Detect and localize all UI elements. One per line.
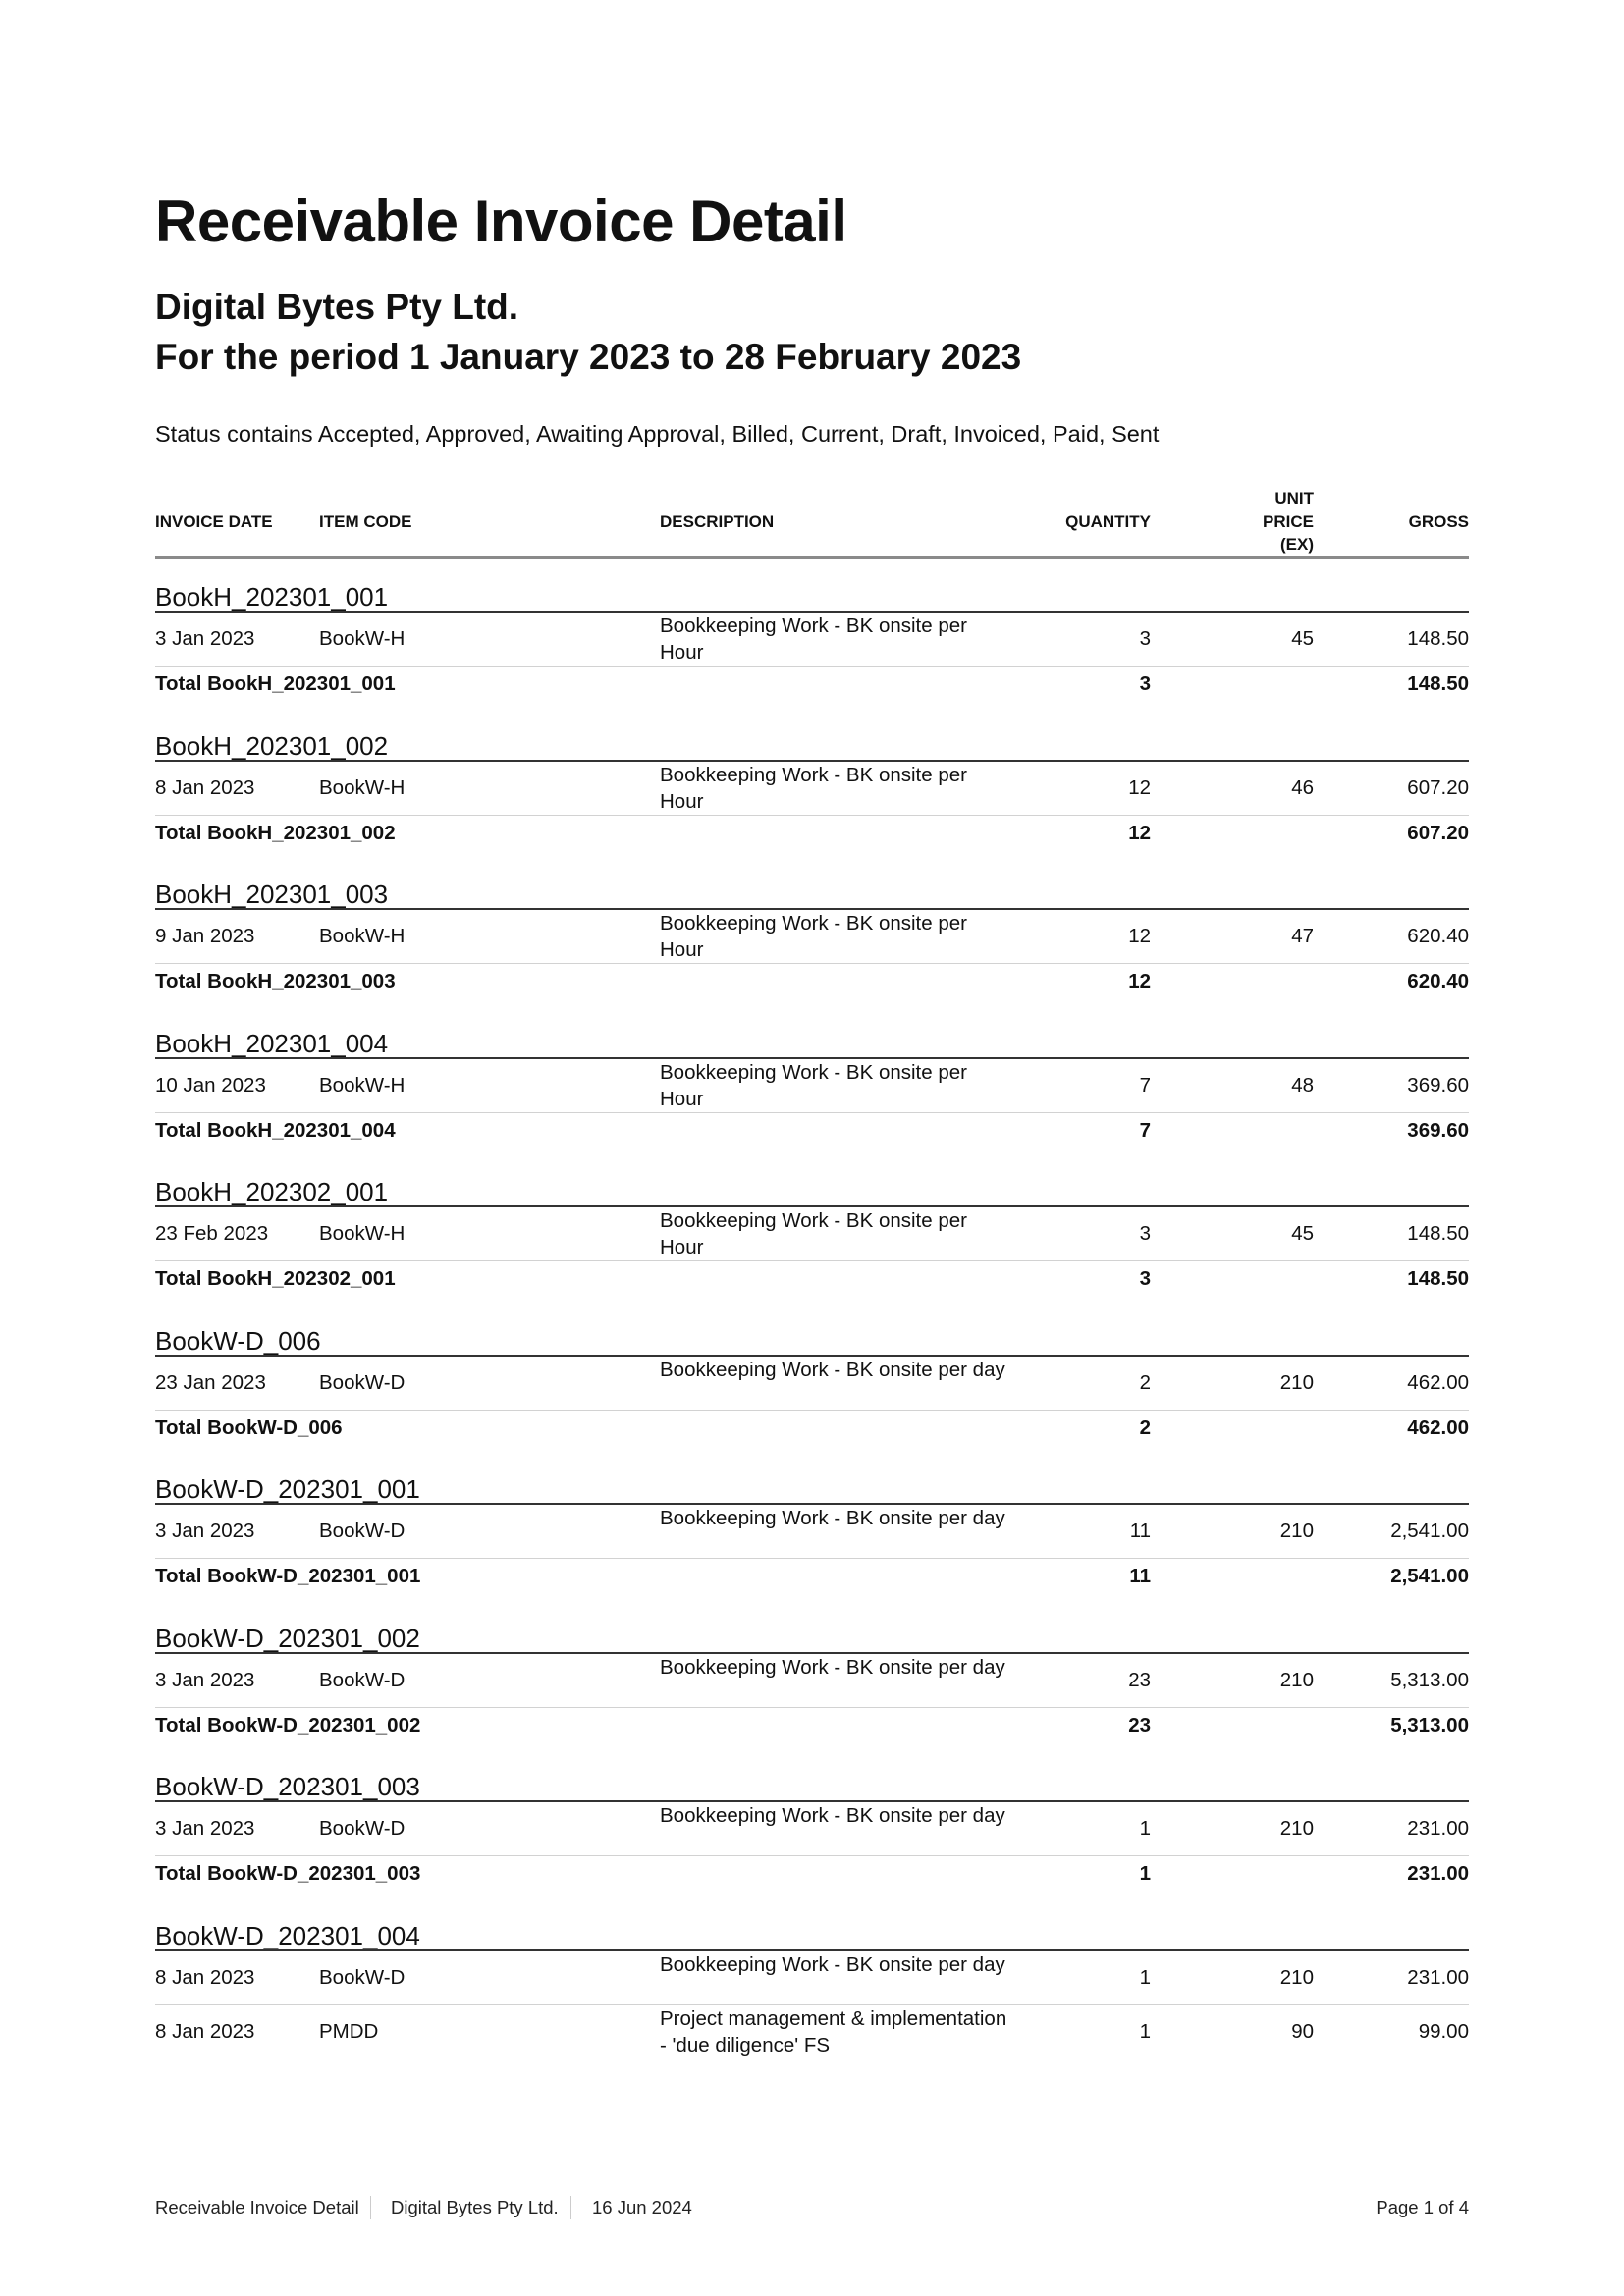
total-label: Total BookH_202301_004 <box>155 1118 396 1142</box>
cell-invoice-date: 9 Jan 2023 <box>155 925 255 947</box>
group-total-row <box>155 964 1469 1007</box>
cell-invoice-date: 23 Jan 2023 <box>155 1370 266 1394</box>
cell-quantity: 3 <box>1139 1222 1151 1245</box>
invoice-group <box>155 1754 1469 1903</box>
company-name: Digital Bytes Pty Ltd. <box>155 287 519 327</box>
group-title: BookW-D_202301_003 <box>155 1772 420 1801</box>
footer-company: Digital Bytes Pty Ltd. <box>391 2197 559 2217</box>
invoice-group <box>155 1457 1469 1606</box>
header-invoice-date: INVOICE DATE <box>155 512 273 531</box>
total-label: Total BookH_202301_003 <box>155 970 396 992</box>
cell-item-code: BookW-H <box>319 775 406 799</box>
cell-gross: 148.50 <box>1407 627 1469 650</box>
cell-item-code: BookW-H <box>319 627 406 650</box>
cell-quantity: 1 <box>1139 1817 1151 1840</box>
group-title: BookW-D_006 <box>155 1325 321 1356</box>
cell-description: Bookkeeping Work - BK onsite per day <box>660 1655 1005 1679</box>
total-label: Total BookW-D_202301_003 <box>155 1862 421 1885</box>
total-label: Total BookW-D_006 <box>155 1415 343 1439</box>
table-row <box>155 2005 1469 2058</box>
cell-invoice-date: 23 Feb 2023 <box>155 1222 269 1245</box>
total-quantity: 12 <box>1128 821 1151 844</box>
group-title: BookH_202301_004 <box>155 1028 389 1058</box>
total-gross: 231.00 <box>1407 1862 1469 1885</box>
table-row <box>155 1802 1469 1856</box>
invoice-groups <box>155 564 1469 2056</box>
cell-invoice-date: 3 Jan 2023 <box>155 627 255 650</box>
table-row <box>155 1059 1469 1113</box>
cell-gross: 5,313.00 <box>1390 1668 1469 1691</box>
table-row <box>155 1951 1469 2005</box>
cell-gross: 369.60 <box>1407 1073 1469 1096</box>
footer-divider <box>570 2196 571 2219</box>
status-filter: Status contains Accepted, Approved, Awaiting Approval, Billed, Current, Draft, Invoiced, Paid, Sent <box>155 421 1160 447</box>
cell-item-code: BookW-D <box>319 1965 406 1989</box>
total-quantity: 3 <box>1139 672 1151 695</box>
cell-description: Bookkeeping Work - BK onsite per day <box>660 1507 1005 1529</box>
total-quantity: 2 <box>1139 1415 1151 1439</box>
total-quantity: 3 <box>1139 1267 1151 1290</box>
total-label: Total BookH_202301_002 <box>155 821 396 844</box>
total-quantity: 1 <box>1139 1862 1151 1885</box>
report-title: Receivable Invoice Detail <box>155 188 847 254</box>
header-gross: GROSS <box>1408 512 1469 531</box>
group-title: BookH_202301_003 <box>155 880 389 909</box>
cell-unit-price: 45 <box>1291 627 1314 650</box>
cell-unit-price: 47 <box>1291 925 1314 947</box>
invoice-group <box>155 1606 1469 1755</box>
cell-unit-price: 210 <box>1279 1370 1314 1394</box>
total-quantity: 12 <box>1128 970 1151 992</box>
header-unit-price <box>1263 487 1314 557</box>
cell-item-code: BookW-D <box>319 1817 406 1840</box>
group-total-row <box>155 816 1469 859</box>
group-title: BookH_202301_002 <box>155 730 389 761</box>
cell-description: Bookkeeping Work - BK onsite per Hour <box>660 763 967 813</box>
header-quantity: QUANTITY <box>1065 512 1151 531</box>
page-footer <box>155 2194 1469 2223</box>
cell-quantity: 1 <box>1139 1965 1151 1989</box>
footer-divider <box>370 2196 371 2219</box>
cell-description: Bookkeeping Work - BK onsite per day <box>660 1358 1005 1381</box>
group-total-row <box>155 1261 1469 1305</box>
total-gross: 148.50 <box>1407 1267 1469 1290</box>
cell-unit-price: 45 <box>1291 1222 1314 1245</box>
cell-unit-price: 210 <box>1279 1520 1314 1542</box>
group-total-row <box>155 667 1469 710</box>
footer-date: 16 Jun 2024 <box>592 2197 692 2217</box>
footer-report-name: Receivable Invoice Detail <box>155 2197 359 2217</box>
cell-item-code: BookW-D <box>319 1520 406 1542</box>
cell-quantity: 11 <box>1129 1520 1151 1542</box>
cell-quantity: 23 <box>1128 1668 1151 1691</box>
cell-gross: 607.20 <box>1407 775 1469 799</box>
table-row <box>155 1654 1469 1708</box>
cell-unit-price: 210 <box>1279 1965 1314 1989</box>
report-period: For the period 1 January 2023 to 28 February 2023 <box>155 337 1022 377</box>
cell-unit-price: 210 <box>1279 1668 1314 1691</box>
total-quantity: 7 <box>1139 1118 1151 1142</box>
cell-quantity: 7 <box>1139 1073 1151 1096</box>
table-header <box>155 485 1469 559</box>
cell-description: Bookkeeping Work - BK onsite per Hour <box>660 912 967 961</box>
cell-item-code: BookW-D <box>319 1668 406 1691</box>
cell-quantity: 12 <box>1128 775 1151 799</box>
cell-unit-price: 90 <box>1291 2019 1314 2043</box>
group-title: BookW-D_202301_004 <box>155 1920 420 1950</box>
total-gross: 462.00 <box>1407 1415 1469 1439</box>
cell-quantity: 1 <box>1139 2019 1151 2043</box>
group-title: BookW-D_202301_002 <box>155 1623 420 1653</box>
header-unit-price-line2: PRICE <box>1263 511 1314 531</box>
invoice-group <box>155 1159 1469 1308</box>
cell-item-code: PMDD <box>319 2019 379 2043</box>
cell-gross: 231.00 <box>1407 1817 1469 1840</box>
group-total-row <box>155 1559 1469 1602</box>
cell-item-code: BookW-H <box>319 1073 406 1096</box>
cell-invoice-date: 3 Jan 2023 <box>155 1668 255 1691</box>
cell-item-code: BookW-H <box>319 1222 406 1245</box>
cell-gross: 2,541.00 <box>1390 1520 1469 1542</box>
cell-gross: 620.40 <box>1407 925 1469 947</box>
group-title: BookH_202302_001 <box>155 1177 389 1206</box>
cell-gross: 231.00 <box>1407 1965 1469 1989</box>
cell-gross: 148.50 <box>1407 1222 1469 1245</box>
invoice-group <box>155 862 1469 1011</box>
cell-invoice-date: 3 Jan 2023 <box>155 1520 255 1542</box>
group-total-row <box>155 1113 1469 1156</box>
group-total-row <box>155 1411 1469 1454</box>
total-gross: 5,313.00 <box>1390 1713 1469 1736</box>
table-row <box>155 613 1469 667</box>
table-row <box>155 1207 1469 1261</box>
cell-quantity: 3 <box>1139 627 1151 650</box>
invoice-group <box>155 564 1469 714</box>
invoice-group <box>155 1011 1469 1160</box>
page-number: Page 1 of 4 <box>1376 2197 1469 2217</box>
cell-description: Project management & implementation - 'due diligence' FS <box>660 2006 1007 2056</box>
group-total-row <box>155 1856 1469 1899</box>
total-label: Total BookH_202301_001 <box>155 672 396 695</box>
cell-invoice-date: 3 Jan 2023 <box>155 1817 255 1840</box>
invoice-group <box>155 1308 1469 1458</box>
total-gross: 2,541.00 <box>1390 1565 1469 1587</box>
group-title: BookW-D_202301_001 <box>155 1474 420 1504</box>
total-gross: 148.50 <box>1407 672 1469 695</box>
cell-unit-price: 46 <box>1291 775 1314 799</box>
table-row <box>155 1505 1469 1559</box>
cell-description: Bookkeeping Work - BK onsite per day <box>660 1804 1005 1827</box>
total-label: Total BookH_202302_001 <box>155 1267 396 1290</box>
cell-invoice-date: 10 Jan 2023 <box>155 1073 266 1096</box>
cell-gross: 99.00 <box>1418 2019 1469 2043</box>
group-total-row <box>155 1708 1469 1751</box>
invoice-group <box>155 1903 1469 2056</box>
group-title: BookH_202301_001 <box>155 582 389 612</box>
cell-invoice-date: 8 Jan 2023 <box>155 1965 255 1989</box>
invoice-group <box>155 714 1469 863</box>
cell-gross: 462.00 <box>1407 1370 1469 1394</box>
total-quantity: 11 <box>1129 1565 1151 1587</box>
cell-invoice-date: 8 Jan 2023 <box>155 775 255 799</box>
total-gross: 369.60 <box>1407 1118 1469 1142</box>
table-row <box>155 1357 1469 1411</box>
cell-item-code: BookW-D <box>319 1370 406 1394</box>
cell-quantity: 2 <box>1139 1370 1151 1394</box>
header-unit-price-line1: UNIT <box>1274 489 1314 507</box>
total-gross: 620.40 <box>1407 970 1469 992</box>
table-row <box>155 910 1469 964</box>
total-quantity: 23 <box>1128 1713 1151 1736</box>
cell-invoice-date: 8 Jan 2023 <box>155 2019 255 2043</box>
total-label: Total BookW-D_202301_001 <box>155 1565 421 1587</box>
table-row <box>155 762 1469 816</box>
total-label: Total BookW-D_202301_002 <box>155 1713 421 1736</box>
cell-description: Bookkeeping Work - BK onsite per Hour <box>660 614 967 664</box>
header-description: DESCRIPTION <box>660 512 775 531</box>
cell-quantity: 12 <box>1128 925 1151 947</box>
total-gross: 607.20 <box>1407 821 1469 844</box>
cell-item-code: BookW-H <box>319 925 406 947</box>
cell-description: Bookkeeping Work - BK onsite per day <box>660 1952 1005 1976</box>
cell-description: Bookkeeping Work - BK onsite per Hour <box>660 1060 967 1110</box>
cell-unit-price: 210 <box>1279 1817 1314 1840</box>
cell-description: Bookkeeping Work - BK onsite per Hour <box>660 1209 967 1258</box>
header-unit-price-line3: (EX) <box>1280 535 1314 554</box>
cell-unit-price: 48 <box>1291 1073 1314 1096</box>
header-item-code: ITEM CODE <box>319 512 412 531</box>
